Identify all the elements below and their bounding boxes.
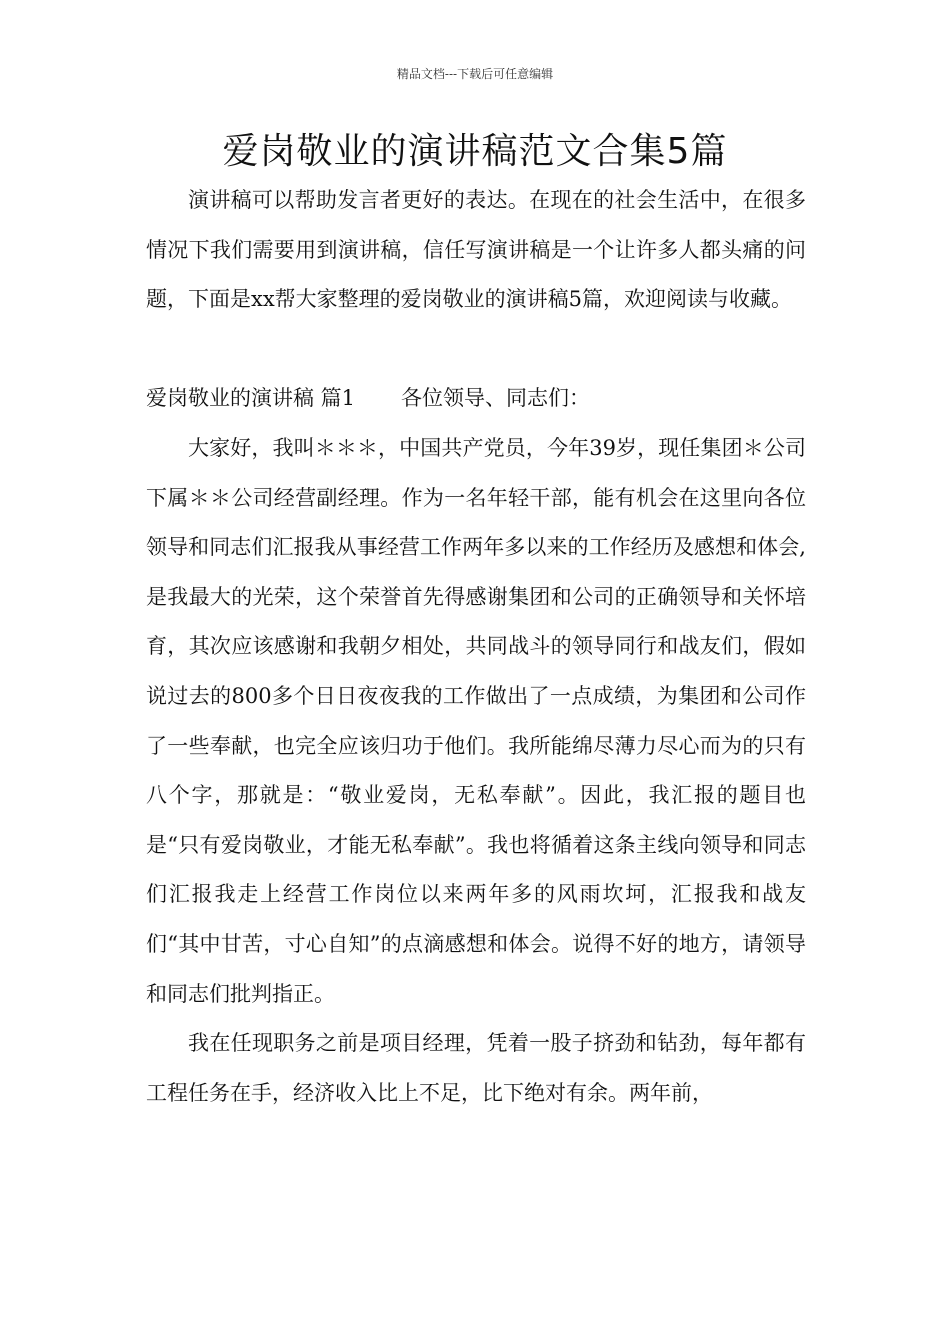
body-paragraph-2: 我在任现职务之前是项目经理，凭着一股子挤劲和钻劲，每年都有工程任务在手，经济收入比上不足，比下绝对有余。两年前， [146, 1031, 806, 1105]
intro-paragraph: 演讲稿可以帮助发言者更好的表达。在现在的社会生活中，在很多情况下我们需要用到演讲稿，信任写演讲稿是一个让许多人都头痛的问题，下面是xx帮大家整理的爱岗敬业的演讲稿5篇，欢迎阅读与收藏。 [146, 188, 806, 312]
section-heading: 爱岗敬业的演讲稿 篇1 [146, 386, 356, 411]
greeting: 各位领导、同志们： [401, 386, 591, 411]
document-title: 爱岗敬业的演讲稿范文合集5篇 [222, 131, 728, 172]
section-heading-line [146, 374, 806, 424]
body-paragraph-1: 大家好，我叫＊＊＊，中国共产党员，今年39岁，现任集团＊公司下属＊＊公司经营副经理。作为一名年轻干部，能有机会在这里向各位领导和同志们汇报我从事经营工作两年多以来的工作经历及感想和体会,是我最大的光荣，这个荣誉首先得感谢集团和公司的正确领导和关怀培育，其次应该感谢和我朝夕相处，共同战斗的领导同行和战友们，假如说过去的800多个日日夜夜我的工作做出了一点成绩，为集团和公司作了一些奉献，也完全应该归功于他们。我所能绵尽薄力尽心而为的只有八个字，那就是：“敬业爱岗，无私奉献”。因此，我汇报的题目也是“只有爱岗敬业，才能无私奉献”。我也将循着这条主线向领导和同志们汇报我走上经营工作岗位以来两年多的风雨坎坷，汇报我和战友们“其中甘苦，寸心自知”的点滴感想和体会。说得不好的地方，请领导和同志们批判指正。 [146, 435, 806, 1006]
paragraph-gap [146, 325, 806, 375]
document-body [146, 176, 806, 1118]
page-header: 精品文档---下载后可任意编辑 [396, 67, 554, 81]
